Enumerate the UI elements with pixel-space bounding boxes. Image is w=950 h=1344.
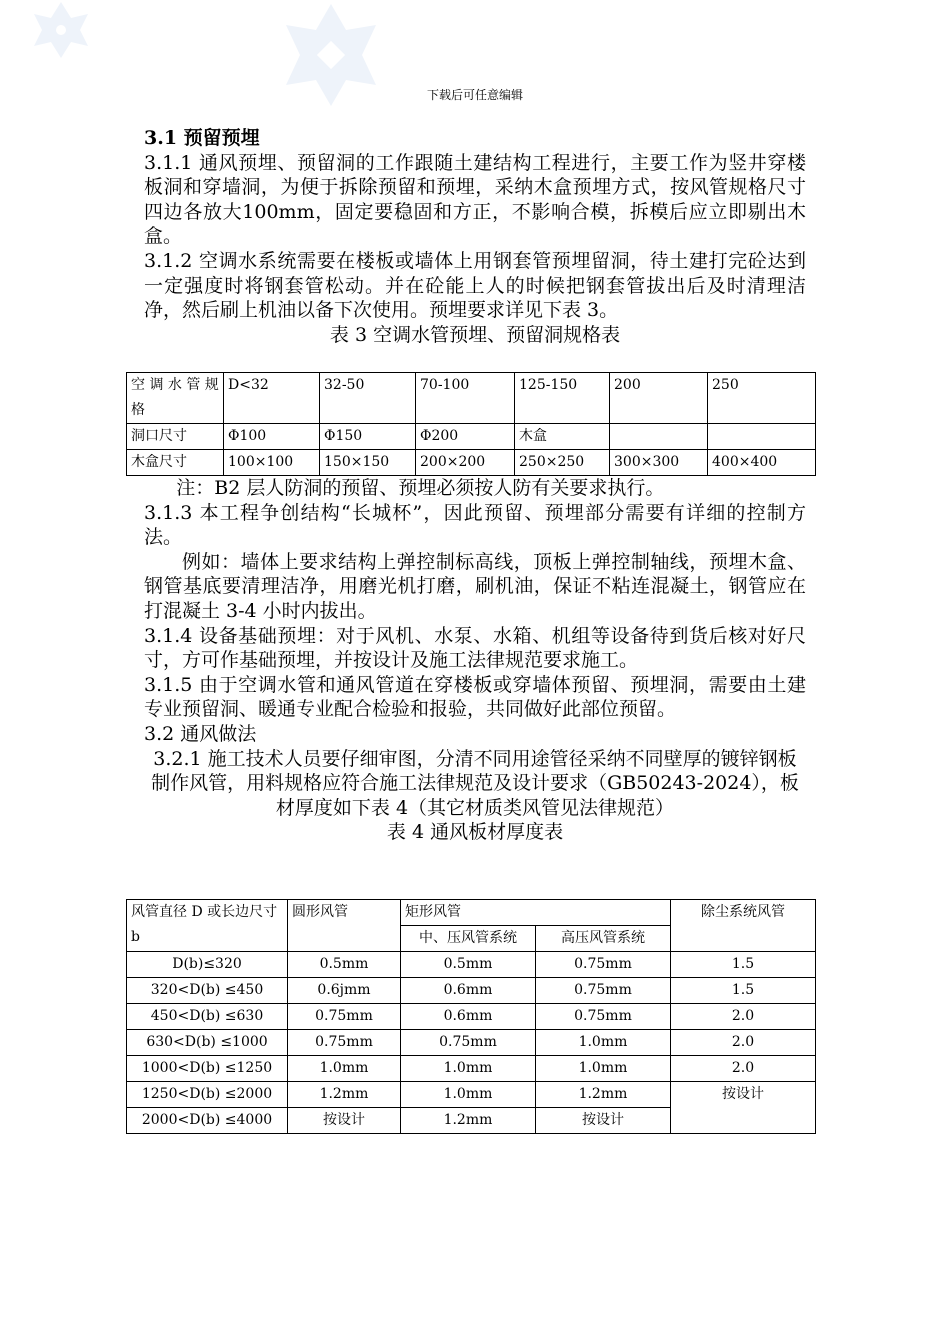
table-cell: 1.5 (671, 952, 816, 978)
table-row (127, 373, 816, 424)
paragraph: 3.1.5 由于空调水管和通风管道在穿楼板或穿墙体预留、预埋洞，需要由土建专业预留洞、暖通专业配合检验和报验，共同做好此部位预留。 (144, 673, 806, 721)
table-caption: 表 4 通风板材厚度表 (386, 821, 564, 844)
table-cell: 1.2mm (536, 1082, 671, 1108)
table-cell: 2.0 (671, 1030, 816, 1056)
table-header-cell: 风管直径 D 或长边尺寸 b (127, 900, 288, 952)
table-cell: 70-100 (416, 373, 515, 424)
table-header-cell: 中、压风管系统 (401, 926, 536, 952)
table-cell: 木盒尺寸 (127, 450, 224, 476)
section-heading: 3.2 通风做法 (144, 722, 257, 745)
table-cell: 木盒 (515, 424, 610, 450)
table-row (127, 952, 816, 978)
table-cell: D<32 (224, 373, 320, 424)
table-row (127, 1004, 816, 1030)
table-row (127, 1082, 816, 1108)
table-cell: 空 调 水 管 规格 (127, 373, 224, 424)
table-cell: 200×200 (416, 450, 515, 476)
table-cell: 100×100 (224, 450, 320, 476)
table-cell: Φ200 (416, 424, 515, 450)
table-cell: 1.0mm (536, 1030, 671, 1056)
table-duct-thickness (126, 899, 816, 1134)
table-cell: 0.75mm (288, 1030, 401, 1056)
table-cell: 0.75mm (288, 1004, 401, 1030)
table-pipe-reserved-holes (126, 372, 816, 476)
document-body-2 (144, 476, 806, 844)
table-header-cell: 圆形风管 (288, 900, 401, 952)
table-cell (708, 424, 816, 450)
table-header-cell: 除尘系统风管 (671, 900, 816, 952)
table-row (127, 450, 816, 476)
paragraph: 3.2.1 施工技术人员要仔细审图，分清不同用途管径采纳不同壁厚的镀锌钢板制作风管，用料规格应符合施工法律规范及设计要求（GB50243-2024），板材厚度如下表 4（其它材质类风管见法律规范） (151, 747, 799, 819)
document-body (144, 126, 806, 347)
table-cell: 250×250 (515, 450, 610, 476)
table-cell: 1.0mm (536, 1056, 671, 1082)
table-cell: 250 (708, 373, 816, 424)
paragraph: 3.1.3 本工程争创结构“长城杯”，因此预留、预埋部分需要有详细的控制方法。 (144, 501, 806, 549)
table-cell: D(b)≤320 (127, 952, 288, 978)
table-cell: 按设计 (288, 1108, 401, 1134)
table-cell: 0.5mm (288, 952, 401, 978)
table-cell: 200 (610, 373, 708, 424)
table-cell: 1.2mm (401, 1108, 536, 1134)
table-cell: Φ100 (224, 424, 320, 450)
table-row (127, 978, 816, 1004)
table-cell: 1.0mm (401, 1056, 536, 1082)
table-cell: 2.0 (671, 1004, 816, 1030)
table-cell: 400×400 (708, 450, 816, 476)
table-cell: 1.2mm (288, 1082, 401, 1108)
table-cell: 1250<D(b) ≤2000 (127, 1082, 288, 1108)
table-cell: Φ150 (320, 424, 416, 450)
table-cell: 2000<D(b) ≤4000 (127, 1108, 288, 1134)
table-cell: 0.6jmm (288, 978, 401, 1004)
table-cell: 0.75mm (401, 1030, 536, 1056)
table-cell: 1.0mm (288, 1056, 401, 1082)
paragraph: 3.1.1 通风预埋、预留洞的工作跟随土建结构工程进行，主要工作为竖井穿楼板洞和穿墙洞，为便于拆除预留和预埋，采纳木盒预埋方式，按风管规格尺寸四边各放大100mm，固定要稳固和方正，不影响合模，拆模后应立即剔出木盒。 (144, 151, 806, 248)
page-header: 下载后可任意编辑 (426, 88, 523, 102)
paragraph: 例如：墙体上要求结构上弹控制标高线，顶板上弹控制轴线，预埋木盒、钢管基底要清理洁净，用磨光机打磨，刷机油，保证不粘连混凝土，钢管应在打混凝土 3-4 小时内拔出。 (144, 550, 806, 622)
table-cell: 450<D(b) ≤630 (127, 1004, 288, 1030)
section-heading: 3.1 预留预埋 (144, 127, 260, 149)
table-cell: 125-150 (515, 373, 610, 424)
paragraph: 3.1.4 设备基础预埋：对于风机、水泵、水箱、机组等设备待到货后核对好尺寸，方可作基础预埋，并按设计及施工法律规范要求施工。 (144, 624, 806, 672)
table-header-cell: 高压风管系统 (536, 926, 671, 952)
table-cell: 0.75mm (536, 978, 671, 1004)
table-cell: 0.6mm (401, 978, 536, 1004)
table-cell: 320<D(b) ≤450 (127, 978, 288, 1004)
table-cell: 0.6mm (401, 1004, 536, 1030)
table-cell: 300×300 (610, 450, 708, 476)
table-cell: 按设计 (536, 1108, 671, 1134)
table-row (127, 1056, 816, 1082)
note: 注：B2 层人防洞的预留、预埋必须按人防有关要求执行。 (176, 477, 665, 499)
table-cell: 0.5mm (401, 952, 536, 978)
table-cell (610, 424, 708, 450)
table-cell: 0.75mm (536, 1004, 671, 1030)
table-cell: 按设计 (671, 1082, 816, 1134)
table-header-cell: 矩形风管 (401, 900, 671, 926)
table-cell: 洞口尺寸 (127, 424, 224, 450)
table-cell: 2.0 (671, 1056, 816, 1082)
table-cell: 150×150 (320, 450, 416, 476)
table-cell: 630<D(b) ≤1000 (127, 1030, 288, 1056)
table-cell: 1.0mm (401, 1082, 536, 1108)
table-cell: 1000<D(b) ≤1250 (127, 1056, 288, 1082)
table-cell: 1.5 (671, 978, 816, 1004)
table-cell: 0.75mm (536, 952, 671, 978)
paragraph: 3.1.2 空调水系统需要在楼板或墙体上用钢套管预埋留洞，待土建打完砼达到一定强度时将钢套管松动。并在砼能上人的时候把钢套管拔出后及时清理洁净，然后刷上机油以备下次使用。预埋要求详见下表 3。 (144, 249, 806, 322)
table-row (127, 1030, 816, 1056)
watermark-snowflake-icon (28, 0, 94, 60)
table-row (127, 900, 816, 926)
table-caption: 表 3 空调水管预埋、预留洞规格表 (329, 323, 621, 346)
table-cell: 32-50 (320, 373, 416, 424)
table-row (127, 424, 816, 450)
